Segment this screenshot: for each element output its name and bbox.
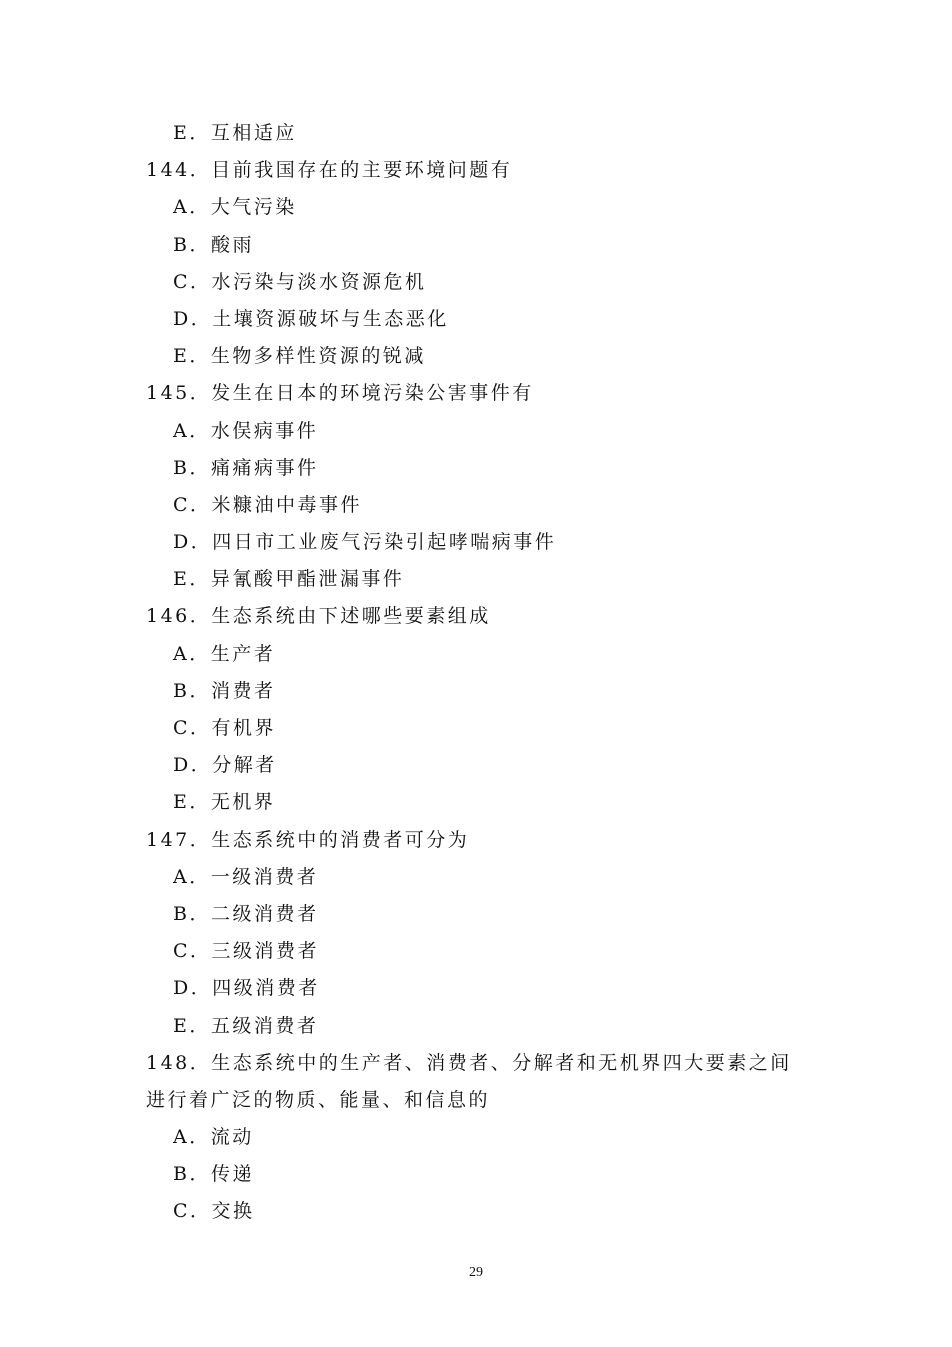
option-line: C．有机界 <box>173 717 277 739</box>
option-line: C．米糠油中毒事件 <box>173 493 363 516</box>
question-line: 147．生态系统中的消费者可分为 <box>146 828 470 851</box>
option-line: A．生产者 <box>173 642 276 665</box>
option-line: D．土壤资源破坏与生态恶化 <box>173 307 449 330</box>
option-line: E．五级消费者 <box>173 1014 319 1037</box>
question-line: 148．生态系统中的生产者、消费者、分解者和无机界四大要素之间 <box>146 1051 792 1074</box>
page-number: 29 <box>469 1265 483 1280</box>
option-line: A．大气污染 <box>173 196 297 219</box>
option-line: B．酸雨 <box>173 233 254 256</box>
option-line: B．消费者 <box>173 679 276 702</box>
question-line: 进行着广泛的物质、能量、和信息的 <box>146 1088 491 1111</box>
option-line: D．分解者 <box>173 754 277 777</box>
option-line: B．痛痛病事件 <box>173 456 319 479</box>
question-line: 146．生态系统由下述哪些要素组成 <box>146 605 491 628</box>
question-list <box>0 115 952 1231</box>
option-line: E．生物多样性资源的锐减 <box>173 345 426 368</box>
option-line: A．一级消费者 <box>173 865 319 888</box>
question-line: 144．目前我国存在的主要环境问题有 <box>146 159 513 182</box>
option-line: E．异氰酸甲酯泄漏事件 <box>173 568 405 591</box>
option-line: E．互相适应 <box>173 122 297 144</box>
option-line: D．四日市工业废气污染引起哮喘病事件 <box>173 531 557 554</box>
option-line: A．水俣病事件 <box>173 419 319 442</box>
option-line: B．传递 <box>173 1163 254 1186</box>
option-line: C．三级消费者 <box>173 940 320 963</box>
option-line: D．四级消费者 <box>173 977 320 1000</box>
question-line: 145．发生在日本的环境污染公害事件有 <box>146 382 534 405</box>
option-line: C．交换 <box>173 1200 255 1223</box>
option-line: C．水污染与淡水资源危机 <box>173 270 427 293</box>
option-line: E．无机界 <box>173 791 276 814</box>
option-line: A．流动 <box>173 1126 254 1149</box>
option-line: B．二级消费者 <box>173 902 319 925</box>
